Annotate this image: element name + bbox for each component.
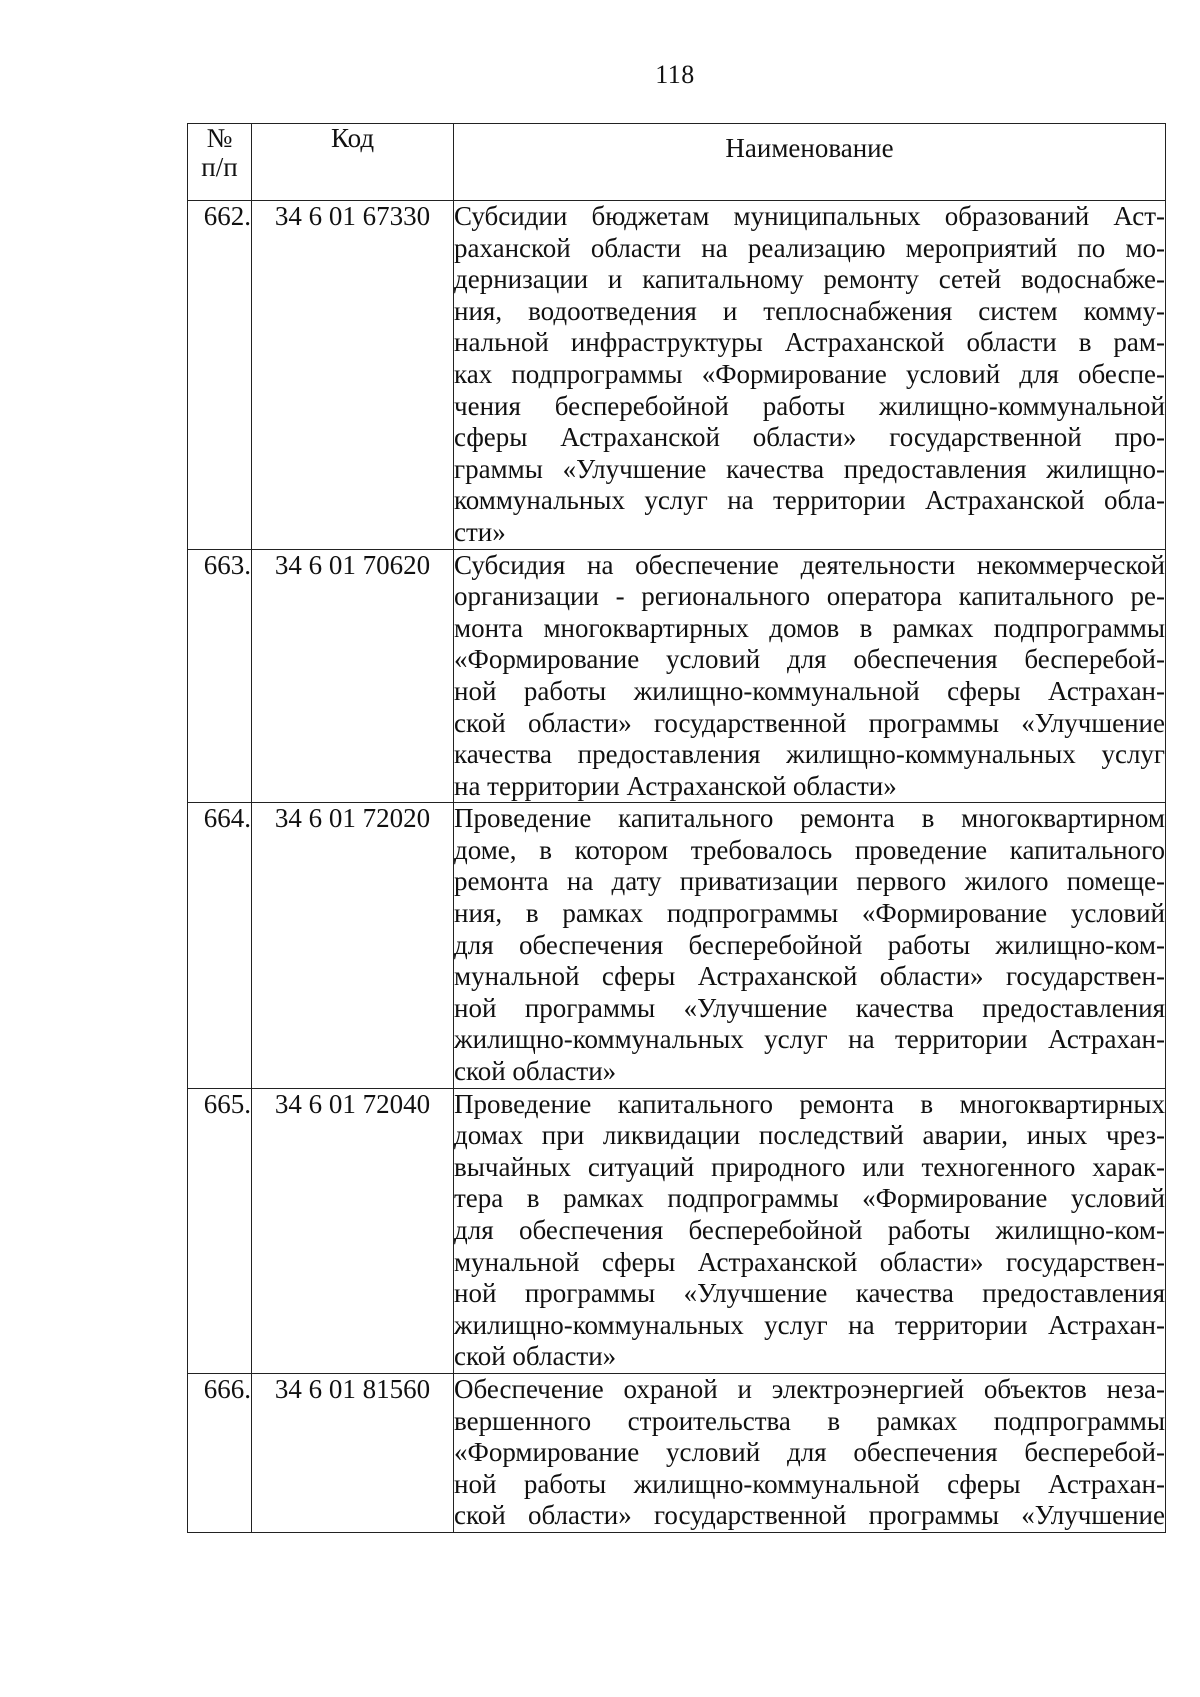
row-number: 665. <box>188 1088 252 1373</box>
table-row <box>188 803 1166 1088</box>
row-name-line: для обеспечения бесперебойной работы жилищно-ком- <box>454 1215 1165 1245</box>
row-name <box>454 1373 1166 1532</box>
row-name-line: Проведение капитального ремонта в многоквартирных <box>454 1088 1165 1119</box>
row-name-line: «Формирование условий для обеспечения бесперебой- <box>454 1437 1165 1468</box>
page-number: 118 <box>655 60 695 89</box>
header-name: Наименование <box>454 124 1166 201</box>
row-name <box>454 549 1166 803</box>
table-row <box>188 549 1166 803</box>
row-name-line: для обеспечения бесперебойной работы жилищно-ком- <box>454 929 1165 960</box>
row-code: 34 6 01 72040 <box>252 1088 454 1373</box>
row-name-line: «Формирование условий для обеспечения бесперебой- <box>454 644 1165 675</box>
row-name-line: на территории Астраханской области» <box>454 770 897 801</box>
row-code: 34 6 01 72020 <box>252 803 454 1088</box>
budget-code-table <box>187 123 1166 1533</box>
row-code: 34 6 01 67330 <box>252 201 454 550</box>
row-name-line: ской области» <box>454 1056 617 1087</box>
row-name-line: Обеспечение охраной и электроэнергией объектов неза- <box>454 1373 1165 1404</box>
row-name-line: сферы Астраханской области» государственной про- <box>454 422 1165 453</box>
row-name-line: тера в рамках подпрограммы «Формирование условий <box>454 1183 1165 1214</box>
row-name-line: Субсидии бюджетам муниципальных образований Аст- <box>454 201 1165 231</box>
row-name-line: коммунальных услуг на территории Астраханской обла- <box>454 485 1165 516</box>
row-number: 663. <box>188 549 252 803</box>
row-name-line: ской области» государственной программы «Улучшение <box>454 1500 1165 1531</box>
table-row <box>188 201 1166 550</box>
row-name-line: Проведение капитального ремонта в многоквартирном <box>454 803 1165 834</box>
table-body <box>188 201 1166 1533</box>
header-num-line1: № <box>206 123 233 153</box>
row-name-line: ной работы жилищно-коммунальной сферы Астрахан- <box>454 1468 1165 1499</box>
row-name-line: Субсидия на обеспечение деятельности некоммерческой <box>454 549 1165 580</box>
row-name-line: ках подпрограммы «Формирование условий для обеспе- <box>454 358 1165 389</box>
row-name <box>454 201 1166 550</box>
row-code: 34 6 01 70620 <box>252 549 454 803</box>
row-name-line: домах при ликвидации последствий аварии, иных чрез- <box>454 1120 1165 1151</box>
header-num-line2: п/п <box>201 152 238 182</box>
row-name-line: ной программы «Улучшение качества предоставления <box>454 992 1165 1023</box>
row-name-line: раханской области на реализацию мероприятий по мо- <box>454 232 1165 263</box>
row-name-line: сти» <box>454 516 506 547</box>
table-row <box>188 1373 1166 1532</box>
row-code: 34 6 01 81560 <box>252 1373 454 1532</box>
row-name-line: жилищно-коммунальных услуг на территории Астрахан- <box>454 1024 1165 1055</box>
row-name-line: организации - регионального оператора капитального ре- <box>454 581 1165 612</box>
row-name-line: доме, в котором требовалось проведение капитального <box>454 834 1165 865</box>
row-name-line: монта многоквартирных домов в рамках подпрограммы <box>454 612 1165 643</box>
row-name-line: вершенного строительства в рамках подпрограммы <box>454 1405 1165 1436</box>
row-name-line: дернизации и капитальному ремонту сетей водоснабже- <box>454 264 1165 295</box>
row-name-line: жилищно-коммунальных услуг на территории Астрахан- <box>454 1309 1165 1340</box>
row-name <box>454 1088 1166 1373</box>
row-name-line: чения бесперебойной работы жилищно-коммунальной <box>454 390 1165 421</box>
row-name-line: ской области» государственной программы «Улучшение <box>454 707 1165 738</box>
row-name-line: ремонта на дату приватизации первого жилого помеще- <box>454 866 1165 897</box>
row-name-line: нальной инфраструктуры Астраханской области в рам- <box>454 327 1165 358</box>
row-name-line: ния, водоотведения и теплоснабжения систем комму- <box>454 295 1165 326</box>
header-num <box>188 124 252 201</box>
header-code: Код <box>252 124 454 201</box>
row-number: 664. <box>188 803 252 1088</box>
row-name <box>454 803 1166 1088</box>
row-name-line: мунальной сферы Астраханской области» государствен- <box>454 961 1165 992</box>
row-number: 662. <box>188 201 252 550</box>
table-row <box>188 1088 1166 1373</box>
row-number: 666. <box>188 1373 252 1532</box>
row-name-line: вычайных ситуаций природного или техногенного харак- <box>454 1151 1165 1182</box>
row-name-line: ской области» <box>454 1341 617 1372</box>
row-name-line: ной программы «Улучшение качества предоставления <box>454 1278 1165 1309</box>
row-name-line: граммы «Улучшение качества предоставления жилищно- <box>454 453 1165 484</box>
row-name-line: ния, в рамках подпрограммы «Формирование условий <box>454 898 1165 929</box>
row-name-line: ной работы жилищно-коммунальной сферы Астрахан- <box>454 675 1165 706</box>
row-name-line: мунальной сферы Астраханской области» государствен- <box>454 1246 1165 1277</box>
row-name-line: качества предоставления жилищно-коммунальных услуг <box>454 739 1165 770</box>
table-header-row <box>188 124 1166 201</box>
